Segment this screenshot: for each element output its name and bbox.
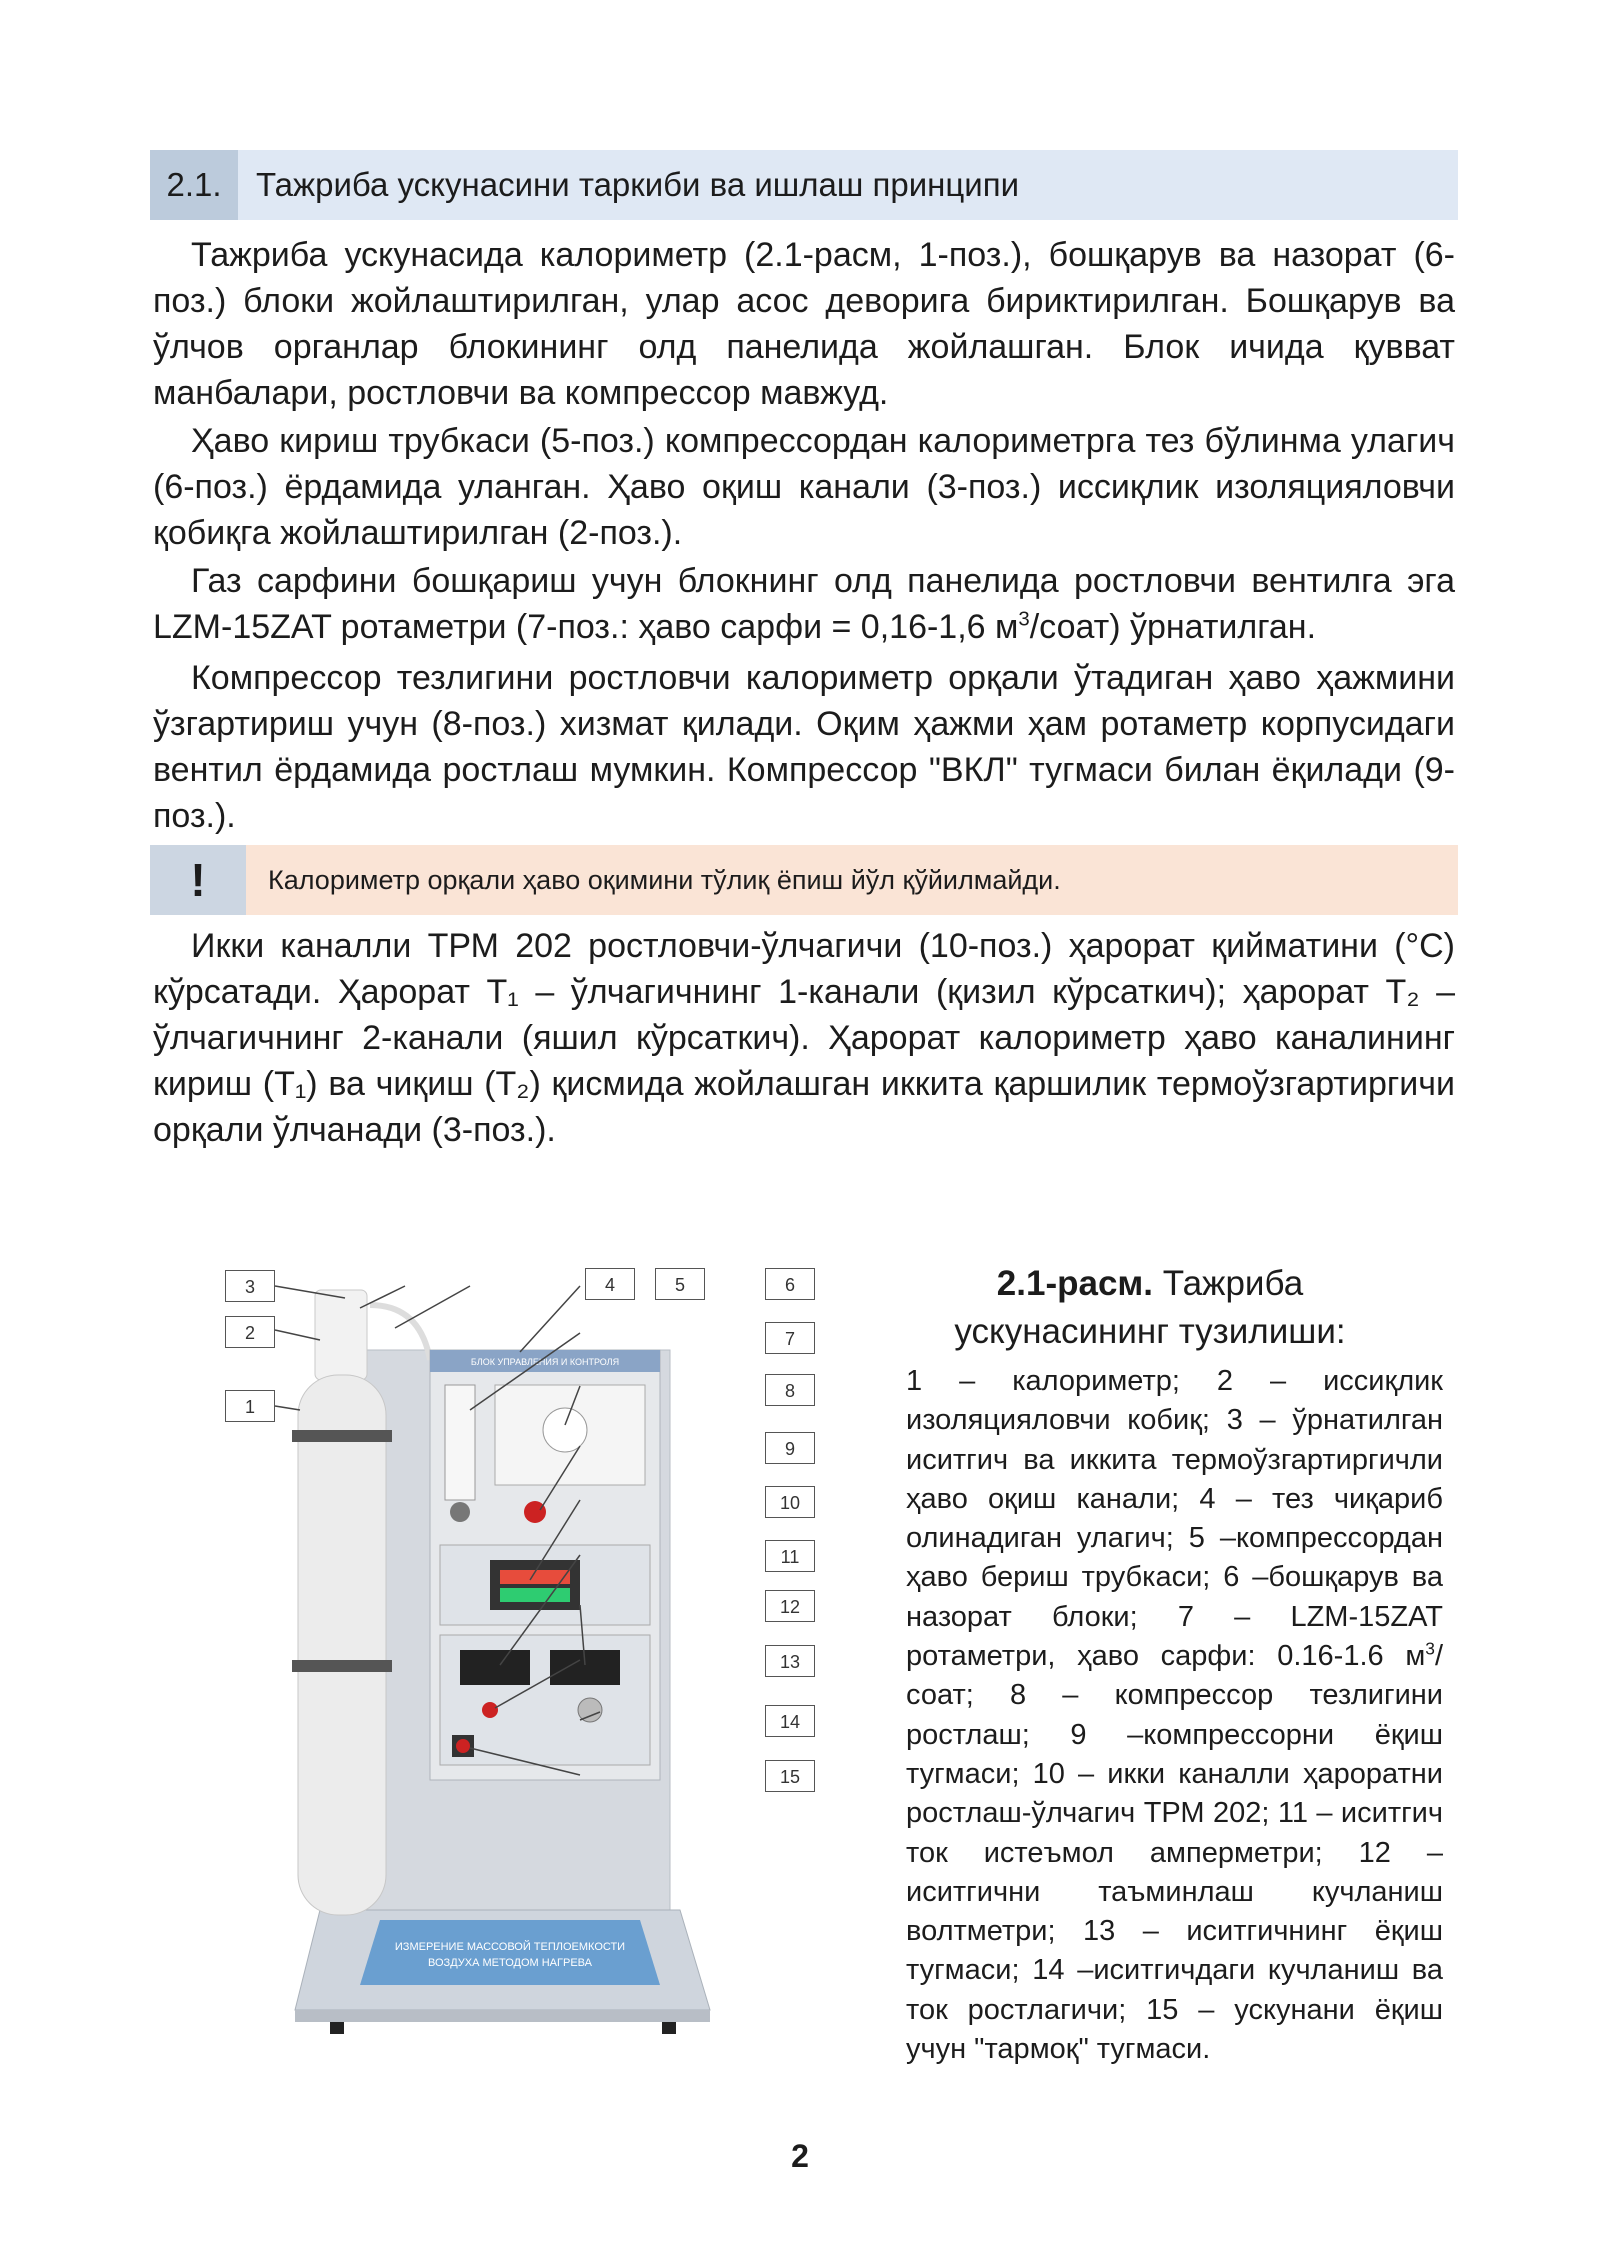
heater-regulator [578,1698,602,1722]
callout-8: 8 [765,1374,815,1406]
callout-3: 3 [225,1270,275,1302]
figure-title: 2.1-расм. Тажриба ускунасининг тузилиши: [954,1264,1346,1351]
trm-display-green [500,1588,570,1602]
banner-text-2: ВОЗДУХА МЕТОДОМ НАГРЕВА [428,1957,592,1969]
warning-icon: ! [150,845,246,915]
equipment-figure [220,1250,840,2040]
rotameter [445,1385,475,1500]
calorimeter-tube [298,1375,386,1915]
foot-left [330,2022,344,2034]
foot-right [662,2022,676,2034]
banner-text: ИЗМЕРЕНИЕ МАССОВОЙ ТЕПЛОЕМКОСТИ [394,1941,626,1953]
paragraph-compressor: Компрессор тезлигини ростловчи калориметр орқали ўтадиган ҳаво ҳажмини ўзгартириш учун (8-поз.) хизмат қилади. Оқим ҳажми ҳам ротаметр корпусидаги вентил ёрдамида ростлаш мумкин. Компрессор "ВКЛ" тугмаси билан ёқилади (9-поз.). [153,659,1455,835]
callout-7: 7 [765,1322,815,1354]
callout-2: 2 [225,1316,275,1348]
air-channel-top [315,1290,367,1380]
heater-button [482,1702,498,1718]
clamp-top [292,1430,392,1442]
callout-15: 15 [765,1760,815,1792]
callout-9: 9 [765,1432,815,1464]
paragraph-gas-flow: Газ сарфини бошқариш учун блокнинг олд панелида ростловчи вентилга эга LZM-15ZAT ротаметри (7-поз.: ҳаво сарфи = 0,16-1,6 $м^3/соат$) ўрнатилган. [153,562,1455,646]
panel-title: БЛОК УПРАВЛЕНИЯ И КОНТРОЛЯ [470,1357,620,1367]
callout-6: 6 [765,1268,815,1300]
warning-text: Калориметр орқали ҳаво оқимини тўлиқ ёпиш йўл қўйилмайди. [268,865,1061,895]
section-title: Тажриба ускунасини таркиби ва ишлаш принципи [256,166,1020,203]
ammeter [460,1650,530,1685]
voltmeter [550,1650,620,1685]
rotameter-valve [450,1502,470,1522]
callout-14: 14 [765,1705,815,1737]
paragraph-equipment: Тажриба ускунасида калориметр (2.1-расм, 1-поз.), бошқарув ва назорат (6-поз.) блоки жойлаштирилган, улар асос деворига бириктирилган. Бошқарув ва ўлчов органлар блокининг олд панелида жойлашган. Блок ичида қувват манбалари, ростловчи ва компрессор мавжуд. [153,236,1455,412]
callout-11: 11 [765,1540,815,1572]
callout-10: 10 [765,1486,815,1518]
figure-legend: 1 – калориметр; 2 – иссиқлик изоляцияловчи кобиқ; 3 – ўрнатилган иситгич ва иккита термоўзгартиргичли ҳаво оқиш канали; 4 – тез чиқариб олинадиган улагич; 5 –компрессордан ҳаво бериш трубкаси; 6 –бошқарув ва назорат блоки; 7 – LZM-15ZAT ротаметри, ҳаво сарфи: 0.16-1.6 $м^3$/соат; 8 – компрессор тезлигини ростлаш; 9 –компрессорни ёқиш тугмаси; 10 – икки каналли ҳароратни ростлаш-ўлчагич ТРМ 202; 11 – иситгич ток истеъмол амперметри; 12 – иситгични таъминлаш кучланиш волтметри; 13 – иситгичнинг ёқиш тугмаси; 14 –иситгичдаги кучланиш ва ток ростлагичи; 15 – ускунани ёқиш учун "тармоқ" тугмаси. [906,1365,1443,2066]
paragraph-temperature: Икки каналли ТРМ 202 ростловчи-ўлчагичи (10-поз.) ҳарорат қийматини (°С) кўрсатади. Ҳарорат T₁ – ўлчагичнинг 1-канали (қизил кўрсаткич); ҳарорат T₂ – ўлчагичнинг 2-канали (яшил кўрсаткич). Ҳарорат калориметр ҳаво каналининг кириш (T₁) ва чиқиш (T₂) қисмида жойлашган иккита қаршилик термоўзгартиргичи орқали ўлчанади (3-поз.). [153,927,1455,1149]
callout-4: 4 [585,1268,635,1300]
callout-5: 5 [655,1268,705,1300]
base-edge [295,2010,710,2022]
speed-knob [543,1408,587,1452]
callout-13: 13 [765,1645,815,1677]
equipment-drawing [220,1250,840,2040]
trm-display [490,1560,580,1610]
page-number: 2 [791,2138,809,2174]
mains-button [456,1739,470,1753]
callout-12: 12 [765,1590,815,1622]
clamp-bottom [292,1660,392,1672]
section-number: 2.1. [150,150,238,220]
paragraph-air-tube: Ҳаво кириш трубкаси (5-поз.) компрессордан калориметрга тез бўлинма улагич (6-поз.) ёрдамида уланган. Ҳаво оқиш канали (3-поз.) иссиқлик изоляцияловчи қобиқга жойлаштирилган (2-поз.). [153,422,1455,552]
callout-1: 1 [225,1390,275,1422]
